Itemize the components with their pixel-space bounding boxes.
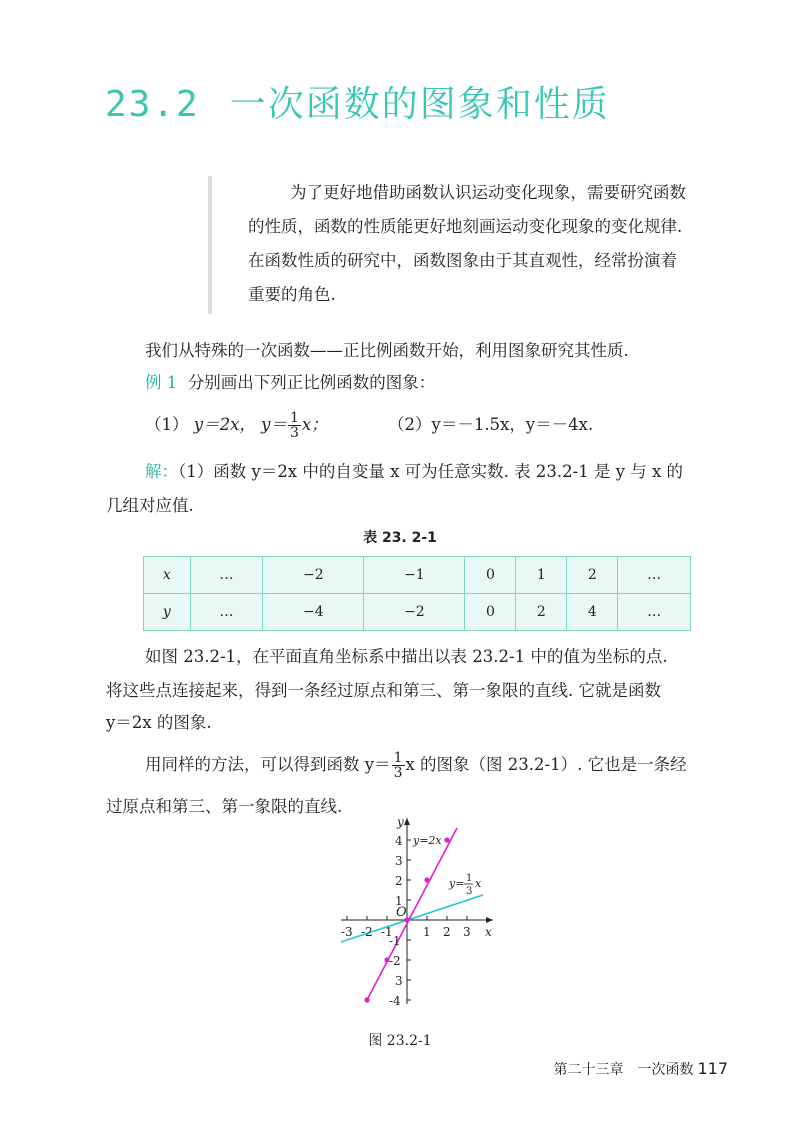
x-tick-label: -2 bbox=[361, 925, 373, 939]
y-tick-label: -4 bbox=[389, 994, 401, 1008]
p3-a: 用同样的方法，可以得到函数 y＝ bbox=[145, 755, 391, 774]
table-cell: 4 bbox=[567, 594, 618, 631]
page-number: 117 bbox=[697, 1059, 728, 1078]
table-row bbox=[144, 594, 691, 631]
page-footer bbox=[553, 1059, 728, 1079]
question-1 bbox=[145, 408, 328, 442]
table-cell: 0 bbox=[465, 557, 516, 594]
label-third-den: 3 bbox=[466, 886, 473, 897]
x-axis-arrow bbox=[486, 917, 493, 923]
solution-text: （1）函数 y＝2x 中的自变量 x 可为任意实数. 表 23.2-1 是 y 与 x 的 bbox=[178, 462, 684, 481]
y-axis-arrow bbox=[404, 818, 410, 825]
y-tick-label: 3 bbox=[395, 854, 403, 868]
frac-den: 3 bbox=[393, 765, 403, 781]
q1-c: x； bbox=[301, 415, 328, 434]
y-tick-label: 1 bbox=[395, 894, 403, 908]
example-label: 例 1 bbox=[145, 373, 178, 392]
solution-line-1 bbox=[145, 455, 683, 489]
frac-num: 1 bbox=[393, 750, 403, 766]
origin-label: O bbox=[396, 905, 407, 920]
solution-line-2: 几组对应值. bbox=[106, 496, 194, 515]
intro-block bbox=[248, 176, 788, 312]
q1-a: y＝2x， bbox=[193, 415, 256, 434]
fraction-one-third bbox=[392, 751, 405, 780]
y-tick-label: -1 bbox=[389, 934, 401, 948]
x-tick-label: 1 bbox=[423, 925, 431, 939]
x-axis-label: x bbox=[485, 925, 492, 939]
table-cell: … bbox=[190, 594, 263, 631]
q1-num: （1） bbox=[145, 415, 189, 434]
question-2: （2）y＝－1.5x，y＝－4x. bbox=[388, 415, 594, 434]
label-third-x: x bbox=[475, 877, 482, 890]
intro-bar bbox=[208, 176, 212, 314]
chapter-name: 第二十三章 一次函数 bbox=[553, 1062, 694, 1078]
section-heading: 一次函数的图象和性质 bbox=[229, 84, 610, 125]
frac-den: 3 bbox=[289, 425, 299, 441]
solution-label: 解： bbox=[145, 462, 178, 481]
table-cell: … bbox=[190, 557, 263, 594]
paragraph-1: 我们从特殊的一次函数——正比例函数开始，利用图象研究其性质. bbox=[145, 341, 629, 360]
frac-num: 1 bbox=[289, 410, 299, 426]
paragraph-3-line-2: 过原点和第三、第一象限的直线. bbox=[106, 797, 343, 816]
example-line bbox=[145, 366, 435, 400]
data-point bbox=[364, 997, 369, 1002]
table-caption: 表 23. 2-1 bbox=[363, 530, 437, 546]
q1-b: y＝ bbox=[261, 415, 287, 434]
y-tick-label: 4 bbox=[395, 834, 403, 848]
label-third-y: y= bbox=[449, 877, 465, 890]
y-axis-label: y bbox=[397, 815, 404, 829]
paragraph-2-line-2: 将这些点连接起来，得到一条经过原点和第三、第一象限的直线. 它就是函数 bbox=[106, 681, 661, 700]
table-cell: 2 bbox=[567, 557, 618, 594]
p3-b: x 的图象（图 23.2-1）. 它也是一条经 bbox=[405, 755, 687, 774]
table-row bbox=[144, 557, 691, 594]
data-point bbox=[444, 837, 449, 842]
table-cell: 1 bbox=[516, 557, 567, 594]
table-cell: −4 bbox=[263, 594, 364, 631]
table-cell: 0 bbox=[465, 594, 516, 631]
table-cell: x bbox=[144, 557, 191, 594]
paragraph-2-line-3: y＝2x 的图象. bbox=[106, 713, 212, 732]
example-text: 分别画出下列正比例函数的图象： bbox=[187, 373, 436, 392]
intro-line: 的性质，函数的性质能更好地刻画运动变化现象的变化规律. bbox=[248, 217, 683, 236]
label-third-num: 1 bbox=[466, 873, 473, 884]
label-2x: y=2x bbox=[413, 834, 442, 847]
table-cell: … bbox=[618, 557, 691, 594]
y-tick-label: -2 bbox=[389, 954, 401, 968]
table-cell: 2 bbox=[516, 594, 567, 631]
y-tick-label: 2 bbox=[395, 874, 403, 888]
table-cell: −2 bbox=[263, 557, 364, 594]
y-tick-label: 3 bbox=[395, 974, 403, 988]
table-cell: −1 bbox=[364, 557, 465, 594]
figure-caption: 图 23.2-1 bbox=[368, 1033, 432, 1049]
line-2x bbox=[367, 828, 457, 1000]
x-tick-label: 3 bbox=[463, 925, 471, 939]
section-number: 23.2 bbox=[105, 84, 200, 125]
table-cell: y bbox=[144, 594, 191, 631]
x-tick-label: 2 bbox=[443, 925, 451, 939]
paragraph-3-line-1 bbox=[145, 748, 687, 782]
data-point bbox=[424, 877, 429, 882]
intro-line: 在函数性质的研究中，函数图象由于其直观性，经常扮演着 bbox=[248, 251, 677, 270]
x-tick-label: -1 bbox=[381, 925, 393, 939]
x-tick-label: -3 bbox=[341, 925, 353, 939]
intro-line: 重要的角色. bbox=[248, 285, 336, 304]
fraction-one-third bbox=[288, 411, 301, 440]
table-cell: −2 bbox=[364, 594, 465, 631]
section-title bbox=[105, 76, 610, 127]
table-cell: … bbox=[618, 594, 691, 631]
graph-figure bbox=[333, 812, 513, 1012]
values-table bbox=[143, 556, 691, 631]
paragraph-2-line-1: 如图 23.2-1，在平面直角坐标系中描出以表 23.2-1 中的值为坐标的点. bbox=[145, 647, 668, 666]
intro-line: 为了更好地借助函数认识运动变化现象，需要研究函数 bbox=[290, 183, 686, 202]
